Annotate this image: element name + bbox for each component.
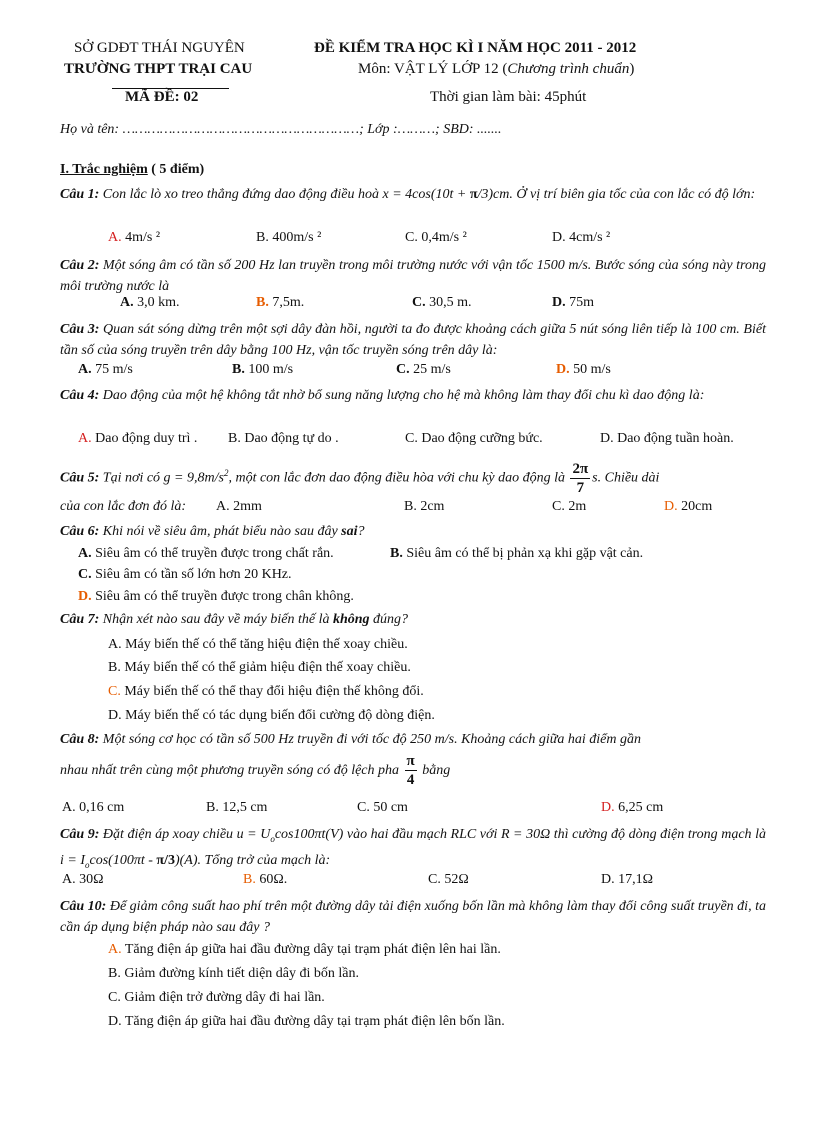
q9-option-b[interactable]: B. 60Ω. [243,872,288,887]
question-5: Câu 5: Tại nơi có $g = 9,8m/s^2$, một con lắc đơn dao động điều hòa với chu kỳ dao động là $\frac{2\pi}{7}$ s. Chiều dài [60,460,660,496]
dept-name: SỞ GDĐT THÁI NGUYÊN [74,40,245,56]
question-7: Câu 7: Nhận xét nào sau đây về máy biến thế là không đúng? [60,612,409,627]
q4-option-a[interactable]: A. Dao động duy trì . [78,431,198,446]
q6-option-b[interactable]: B. Siêu âm có thể bị phản xạ khi gặp vật cản. [390,546,644,561]
q5-option-d[interactable]: D. 20cm [664,499,713,514]
q3-option-b[interactable]: B. 100 m/s [232,362,294,377]
school-name: TRƯỜNG THPT TRẠI CAU [64,61,253,77]
q8-fraction: $\frac{\pi}{4}$ [406,753,415,789]
question-8: Câu 8: Một sóng cơ học có tần số 500 Hz truyền đi với tốc độ 250 m/s. Khoảng cách giữa hai điểm gần [60,732,641,747]
q2-option-a[interactable]: A. 3,0 km. [120,295,180,310]
q5-option-b[interactable]: B. 2cm [404,499,445,514]
q8-option-c[interactable]: C. 50 cm [357,800,408,815]
q5-continuation: của con lắc đơn đó là: [60,499,187,514]
question-10: Câu 10: Để giảm công suất hao phí trên một đường dây tải điện xuống bốn lần mà không làm thay đổi công suất truyền đi, ta cần áp dụng biện pháp nào sau đây ? [60,899,766,935]
question-3: Câu 3: Quan sát sóng dừng trên một sợi dây đàn hồi, người ta đo được khoảng cách giữa 5 nút sóng liên tiếp là 100 cm. Biết tần số của sóng truyền trên dây bằng 100 Hz, vận tốc truyền sóng trên dây là: [60,322,766,358]
q4-option-b[interactable]: B. Dao động tự do . [228,431,339,446]
q4-option-c[interactable]: C. Dao động cưỡng bức. [405,431,543,446]
q10-option-d[interactable]: D. Tăng điện áp giữa hai đầu đường dây tại trạm phát điện lên bốn lần. [108,1014,505,1029]
q1-option-c[interactable]: C. 0,4m/s ² [405,230,467,245]
q5-option-c[interactable]: C. 2m [552,499,587,514]
q6-option-c[interactable]: C. Siêu âm có tần số lớn hơn 20 KHz. [78,567,292,582]
question-4: Câu 4: Dao động của một hệ không tắt nhờ bổ sung năng lượng cho hệ mà không làm thay đổi chu kì dao động là: [60,388,705,403]
q6-option-d[interactable]: D. Siêu âm có thể truyền được trong chân không. [78,589,354,604]
q7-option-c[interactable]: C. Máy biến thế có thể thay đổi hiệu điện thế không đổi. [108,684,424,699]
q8-option-a[interactable]: A. 0,16 cm [62,800,125,815]
q1-option-d[interactable]: D. 4cm/s ² [552,230,611,245]
question-9: Câu 9: Đặt điện áp xoay chiều $u = U_o\cos 100\pi t(V)$ vào hai đầu mạch RLC với R = 30Ω thì cường độ dòng điện trong mạch là $i = I_o\cos(100\pi t - \pi/3)(A)$. Tổng trở của mạch là: [60,827,766,870]
question-2: Câu 2: Một sóng âm có tần số 200 Hz lan truyền trong môi trường nước với vận tốc 1500 m/s. Bước sóng của sóng này trong môi trường nước là [60,258,766,294]
q5-option-a[interactable]: A. 2mm [216,499,262,514]
student-info-line: Họ và tên: …………………………………………………; Lớp :………; SBD: ....... [60,122,502,137]
q4-option-d[interactable]: D. Dao động tuần hoàn. [600,431,734,446]
exam-time: Thời gian làm bài: 45phút [430,89,587,105]
question-6: Câu 6: Khi nói về siêu âm, phát biểu nào sau đây sai? [60,524,365,539]
q9-option-a[interactable]: A. 30Ω [62,872,104,887]
section-title: I. Trắc nghiệm ( 5 điểm) [60,162,205,177]
q10-option-a[interactable]: A. Tăng điện áp giữa hai đầu đường dây tại trạm phát điện lên hai lần. [108,942,501,957]
q9-option-c[interactable]: C. 52Ω [428,872,469,887]
q7-option-a[interactable]: A. Máy biến thế có thể tăng hiệu điện thế xoay chiều. [108,637,408,652]
q8-option-d[interactable]: D. 6,25 cm [601,800,664,815]
q1-option-b[interactable]: B. 400m/s ² [256,230,322,245]
q8-continuation: nhau nhất trên cùng một phương truyền sóng có độ lệch pha $\frac{\pi}{4}$ bằng [60,753,451,789]
q10-option-b[interactable]: B. Giảm đường kính tiết diện dây đi bốn lần. [108,966,360,981]
q2-option-b[interactable]: B. 7,5m. [256,295,305,310]
q7-option-d[interactable]: D. Máy biến thế có tác dụng biến đổi cường độ dòng điện. [108,708,435,723]
q5-fraction: $\frac{2\pi}{7}$ [572,460,589,496]
q8-option-b[interactable]: B. 12,5 cm [206,800,268,815]
q2-option-c[interactable]: C. 30,5 m. [412,295,472,310]
q1-option-a[interactable]: A. 4m/s ² [108,230,161,245]
q2-option-d[interactable]: D. 75m [552,295,595,310]
q9-option-d[interactable]: D. 17,1Ω [601,872,654,887]
question-1: Câu 1: Con lắc lò xo treo thẳng đứng dao động điều hoà x = 4cos(10t + π/3)cm. Ở vị trí biên gia tốc của con lắc có độ lớn: [60,187,756,202]
q3-option-a[interactable]: A. 75 m/s [78,362,133,377]
exam-code: MÃ ĐỀ: 02 [125,89,199,105]
q10-option-c[interactable]: C. Giảm điện trở đường dây đi hai lần. [108,990,325,1005]
q3-option-c[interactable]: C. 25 m/s [396,362,451,377]
q6-option-a[interactable]: A. Siêu âm có thể truyền được trong chất rắn. [78,546,334,561]
q3-option-d[interactable]: D. 50 m/s [556,362,611,377]
exam-subject: Môn: VẬT LÝ LỚP 12 (Chương trình chuẩn) [358,61,635,77]
exam-title: ĐỀ KIỂM TRA HỌC KÌ I NĂM HỌC 2011 - 2012 [314,40,637,56]
q7-option-b[interactable]: B. Máy biến thế có thể giảm hiệu điện thế xoay chiều. [108,660,411,675]
